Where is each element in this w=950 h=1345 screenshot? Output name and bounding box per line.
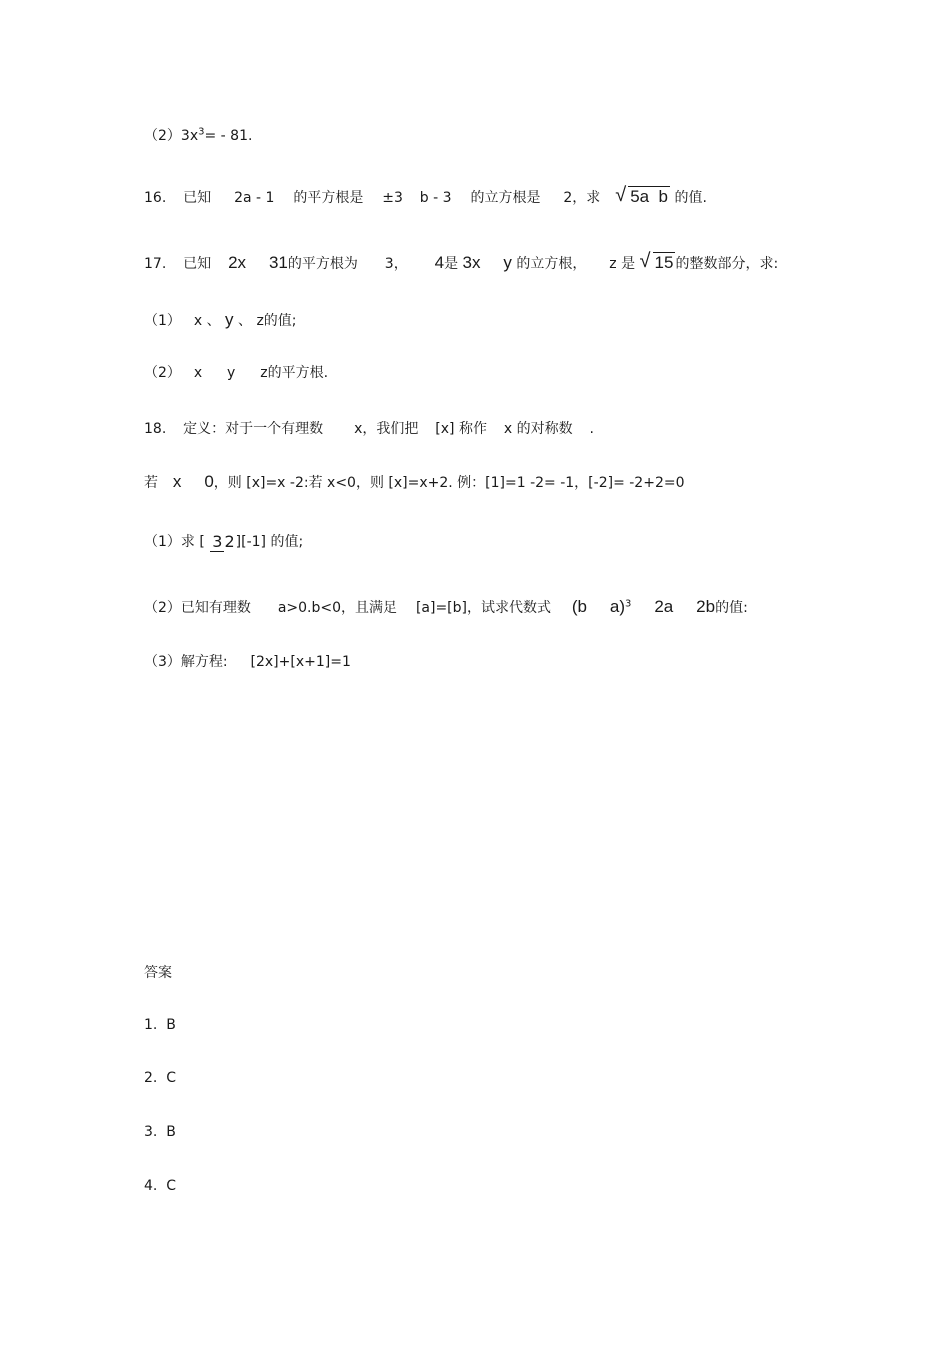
q17-text-is2: 是	[621, 256, 636, 272]
q18-part1	[144, 522, 303, 562]
radical-icon: √	[639, 250, 651, 272]
q17-expr2a: 3x	[462, 253, 481, 272]
q16-expr2: b - 3	[419, 190, 452, 206]
q17-part1-end: 的值;	[263, 313, 297, 329]
q16-val1: ±3	[382, 190, 403, 206]
q16	[144, 186, 707, 208]
answer-item: 3. B	[144, 1124, 176, 1140]
q18-part2-exp: 3	[625, 598, 632, 610]
q17-part2-x: x	[193, 365, 203, 381]
q17-text-sqroot: 的平方根为	[287, 256, 358, 272]
q18-cond-x: x	[172, 472, 182, 491]
q18-part1-label: （1）求 [	[144, 534, 205, 550]
q18-part2-eq: [a]=[b]，试求代数式	[415, 600, 551, 616]
q16-sqrt-body: 5a b	[630, 187, 668, 206]
q17-expr1a: 2x	[228, 253, 247, 272]
q15-part2	[144, 126, 252, 146]
q18-part2	[144, 597, 748, 618]
q18-part3-label: （3）解方程:	[144, 654, 228, 670]
q18-part2-expr3: 2a	[654, 597, 674, 616]
q17-val2: 4	[434, 253, 445, 272]
q17-part1	[144, 310, 297, 331]
q17-sqrt	[640, 252, 676, 273]
q17-part2-z: z	[260, 365, 268, 381]
q17	[144, 252, 778, 274]
q18-cond-zero: 0	[204, 472, 214, 491]
q17-part1-sep1: 、	[206, 313, 221, 329]
q17-expr2b: y	[503, 253, 512, 272]
q18-part2-end: 的值:	[715, 600, 748, 616]
q17-val1: 3，	[384, 256, 408, 272]
q17-part1-y: y	[225, 310, 234, 329]
q17-text-is: 是	[444, 256, 459, 272]
q15-part2-exp: 3	[198, 126, 205, 138]
q18-part2-expr4: 2b	[696, 597, 716, 616]
q18-text-x: x，我们把	[354, 421, 419, 437]
q15-part2-base: 3x	[180, 128, 199, 144]
q18-part2-expr1: (b	[571, 597, 588, 616]
q17-sqrt-body: 15	[654, 253, 674, 272]
answer-item: 4. C	[144, 1178, 177, 1194]
q16-text-value: 的值.	[674, 190, 707, 206]
answer-item: 1. B	[144, 1017, 176, 1033]
answer-item: 2. C	[144, 1070, 177, 1086]
q17-text-cbroot: 的立方根，	[516, 256, 587, 272]
q16-number: 16.	[144, 190, 167, 206]
q18-part2-label: （2）已知有理数	[144, 600, 251, 616]
q17-part2-end: 的平方根.	[267, 365, 329, 381]
q17-part2	[144, 363, 328, 383]
q18-condition	[144, 472, 684, 493]
q18-part1-fraction	[210, 533, 234, 552]
q18-part2-cond: a>0.b<0，且满足	[277, 600, 398, 616]
q16-val2: 2，求	[563, 190, 601, 206]
q18-part3	[144, 652, 351, 672]
q18-cond-if: 若	[144, 475, 158, 491]
q18-cond-rest: ，则 [x]=x -2:若 x<0，则 [x]=x+2. 例：[1]=1 -2= -1，[-2]= -2+2=0	[213, 475, 685, 491]
q18-part3-eq: [2x]+[x+1]=1	[250, 654, 351, 670]
q17-text-known: 已知	[183, 256, 212, 272]
q18-text-def: 定义：对于一个有理数	[183, 421, 324, 437]
q17-part1-x: x	[193, 313, 203, 329]
q17-z: z	[609, 256, 617, 272]
q16-sqrt	[615, 186, 670, 207]
q17-part1-label: （1）	[144, 313, 181, 329]
q17-expr1b: 31	[268, 253, 288, 272]
q16-expr1: 2a - 1	[234, 190, 275, 206]
q16-text-cbroot: 的立方根是	[470, 190, 541, 206]
q17-part2-y: y	[227, 365, 236, 381]
radical-icon: √	[615, 184, 627, 206]
q18-part2-expr2: a)	[609, 597, 626, 616]
q17-part2-label: （2）	[144, 365, 181, 381]
q18	[144, 419, 594, 439]
q15-part2-label: （2）	[144, 128, 181, 144]
q17-number: 17.	[144, 256, 167, 272]
q15-part2-rest: = - 81.	[204, 128, 253, 144]
q17-text-intpart: 的整数部分，求:	[675, 256, 779, 272]
fraction-numerator: 3	[212, 531, 223, 551]
q18-text-period: .	[589, 421, 594, 437]
q18-text-called: [x] 称作	[435, 421, 487, 437]
q18-number: 18.	[144, 421, 167, 437]
q18-text-sym: x 的对称数	[503, 421, 573, 437]
q16-text-sqroot: 的平方根是	[293, 190, 364, 206]
q17-part1-sep2: 、	[237, 313, 252, 329]
q16-text-known: 已知	[183, 190, 212, 206]
answers-title: 答案	[144, 965, 172, 981]
fraction-denominator: 2	[224, 531, 235, 551]
q18-part1-rest: ][-1] 的值;	[235, 534, 304, 550]
q17-part1-z: z	[256, 313, 264, 329]
